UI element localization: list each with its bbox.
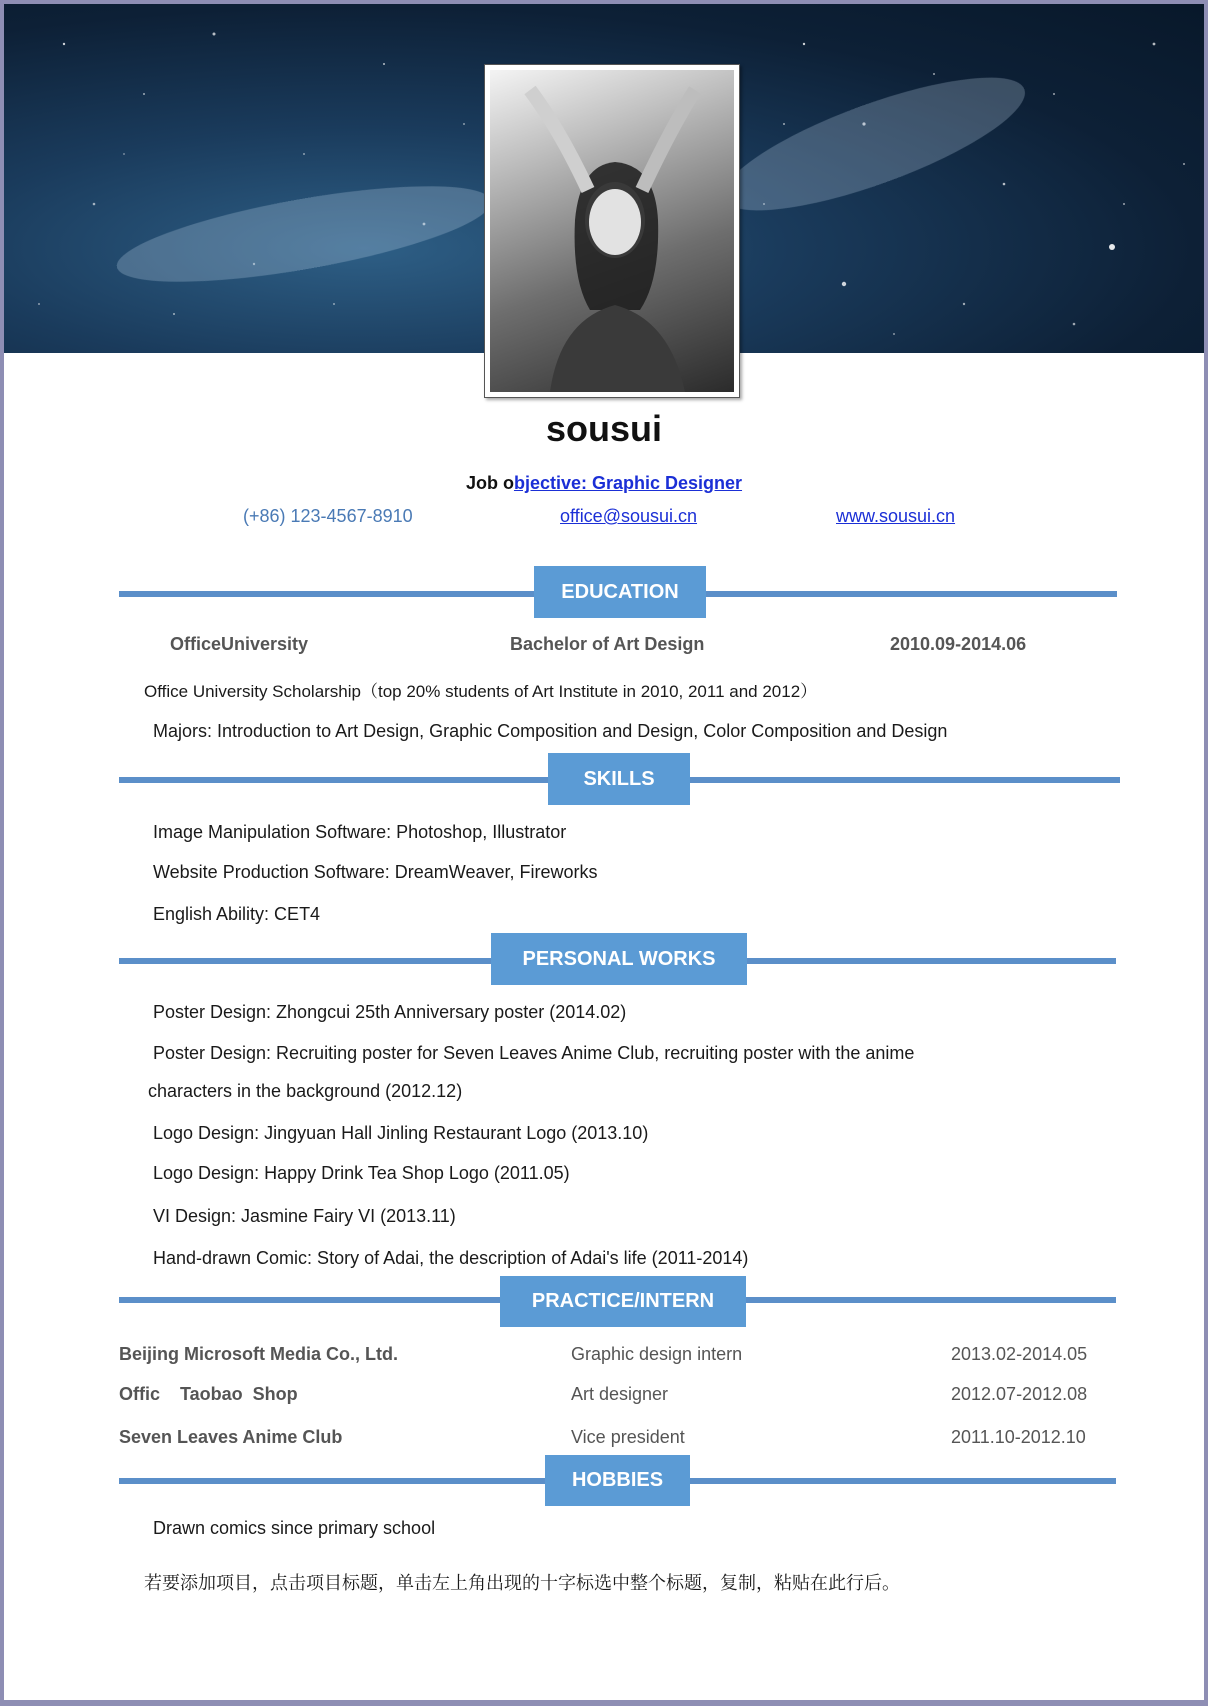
practice-period: 2013.02-2014.05: [951, 1344, 1088, 1364]
practice-company: Offic Taobao Shop: [119, 1384, 298, 1404]
work-item: VI Design: Jasmine Fairy VI (2013.11): [153, 1206, 456, 1226]
practice-company: Seven Leaves Anime Club: [119, 1427, 343, 1447]
practice-role: Vice president: [571, 1427, 685, 1447]
profile-photo-frame: [484, 64, 740, 398]
works-heading: PERSONAL WORKS: [491, 933, 747, 985]
work-item: Poster Design: Zhongcui 25th Anniversary poster (2014.02): [153, 1002, 627, 1022]
work-item: Hand-drawn Comic: Story of Adai, the description of Adai's life (2011-2014): [153, 1248, 749, 1268]
work-item: Logo Design: Jingyuan Hall Jinling Restaurant Logo (2013.10): [153, 1123, 649, 1143]
practice-heading: PRACTICE/INTERN: [500, 1276, 746, 1327]
skill-item: Website Production Software: DreamWeaver, Fireworks: [153, 862, 598, 882]
objective-link[interactable]: bjective: Graphic Designer: [513, 473, 743, 493]
website-link[interactable]: www.sousui.cn: [836, 506, 956, 526]
work-item: Logo Design: Happy Drink Tea Shop Logo (2011.05): [153, 1163, 570, 1183]
practice-role: Graphic design intern: [571, 1344, 743, 1364]
education-period: 2010.09-2014.06: [890, 634, 1027, 654]
education-majors: Majors: Introduction to Art Design, Graphic Composition and Design, Color Composition and Design: [153, 721, 948, 741]
practice-period: 2011.10-2012.10: [951, 1427, 1086, 1447]
skill-item: English Ability: CET4: [153, 904, 321, 924]
education-heading: EDUCATION: [534, 566, 706, 618]
education-scholarship: Office University Scholarship（top 20% students of Art Institute in 2010, 2011 and 2012）: [144, 682, 818, 701]
portrait-silhouette: [490, 70, 734, 392]
instruction-note: 若要添加项目，点击项目标题，单击左上角出现的十字标选中整个标题，复制，粘贴在此行后。: [144, 1573, 900, 1594]
objective-prefix: Job o: [465, 473, 514, 493]
practice-company: Beijing Microsoft Media Co., Ltd.: [119, 1344, 398, 1364]
candidate-name: sousui: [545, 408, 662, 449]
phone-number: (+86) 123-4567-8910: [243, 506, 413, 526]
email-link[interactable]: office@sousui.cn: [560, 506, 698, 526]
profile-photo: [490, 70, 734, 392]
practice-role: Art designer: [571, 1384, 669, 1404]
work-item: characters in the background (2012.12): [148, 1081, 463, 1101]
hobby-item: Drawn comics since primary school: [153, 1518, 436, 1538]
skill-item: Image Manipulation Software: Photoshop, Illustrator: [153, 822, 567, 842]
job-objective: [0, 473, 1208, 494]
practice-period: 2012.07-2012.08: [951, 1384, 1088, 1404]
education-school: OfficeUniversity: [170, 634, 309, 654]
education-degree: Bachelor of Art Design: [510, 634, 705, 654]
skills-heading: SKILLS: [548, 753, 690, 805]
work-item: Poster Design: Recruiting poster for Seven Leaves Anime Club, recruiting poster with the anime: [153, 1043, 915, 1063]
hobbies-heading: HOBBIES: [545, 1455, 690, 1506]
